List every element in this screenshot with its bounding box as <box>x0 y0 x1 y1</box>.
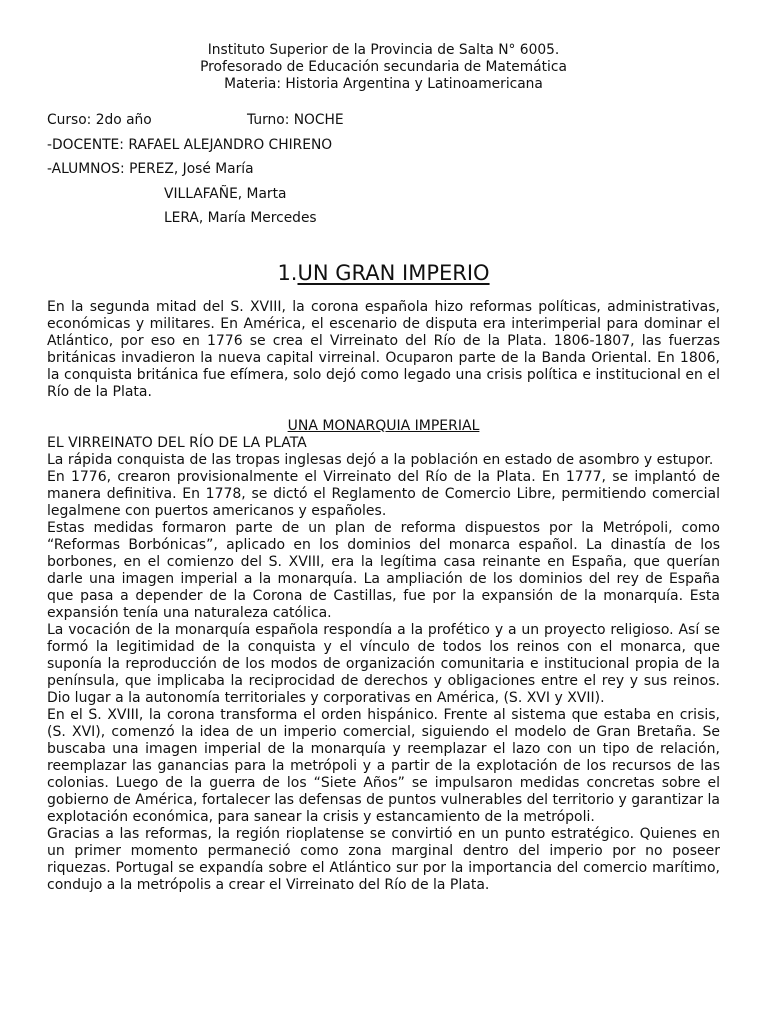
institution-header <box>47 42 720 93</box>
body-paragraph: En 1776, crearon provisionalmente el Virreinato del Río de la Plata. En 1777, se implantó de manera definitiva. En 1778, se dictó el Reglamento de Comercio Libre, permitiendo comercial legalmene con puertos americanos y españoles. <box>47 468 720 519</box>
body-paragraph: En el S. XVIII, la corona transforma el orden hispánico. Frente al sistema que estaba en crisis, (S. XVI), comenzó la idea de un imperio comercial, siguiendo el modelo de Gran Bretaña. Se buscaba una imagen imperial de la monarquía y reemplazar el lazo con un tipo de relación, reemplazar las ganancias para la metrópoli y a partir de la explotación de los recursos de las colonias. Luego de la guerra de los “Siete Años” se impulsaron medidas concretas sobre el gobierno de América, fortalecer las defensas de puntos vulnerables del territorio y garantizar la explotación económica, para sanear la crisis y estancamiento de la metrópoli. <box>47 706 720 825</box>
body-paragraph: La vocación de la monarquía española respondía a la profético y a un proyecto religioso. Así se formó la legitimidad de la conquista y el vínculo de todos los reinos con el monarca, que suponía la reproducción de los modos de organización comunitaria e institucional propia de la península, que implicaba la reciprocidad de derechos y obligaciones entre el rey y sus reinos. Dio lugar a la autonomía territoriales y corporativas en América, (S. XVI y XVII). <box>47 621 720 706</box>
course-info <box>47 108 720 231</box>
section-heading: EL VIRREINATO DEL RÍO DE LA PLATA <box>47 434 307 451</box>
page-title <box>47 259 720 287</box>
document-page <box>47 42 720 894</box>
course-label: Curso: 2do año <box>47 112 152 128</box>
header-subject: Materia: Historia Argentina y Latinoamericana <box>224 76 543 92</box>
body-paragraph: Gracias a las reformas, la región rioplatense se convirtió en un punto estratégico. Quienes en un primer momento permaneció como zona marginal dentro del imperio por no poseer riquezas. Portugal se expandía sobre el Atlántico sur por la importancia del comercio marítimo, condujo a la metrópolis a crear el Virreinato del Río de la Plata. <box>47 825 720 893</box>
shift-label: Turno: NOCHE <box>247 112 344 128</box>
header-institution: Instituto Superior de la Provincia de Salta N° 6005. <box>207 42 560 58</box>
body-text <box>47 452 720 894</box>
title-number: 1. <box>277 260 298 285</box>
body-paragraph: La rápida conquista de las tropas inglesas dejó a la población en estado de asombro y estupor. <box>47 451 714 468</box>
teacher-row: -DOCENTE: RAFAEL ALEJANDRO CHIRENO <box>47 136 333 153</box>
student-row <box>47 182 720 207</box>
body-paragraph: Estas medidas formaron parte de un plan de reforma dispuestos por la Metrópoli, como “Reformas Borbónicas”, aplicado en los dominios del monarca español. La dinastía de los borbones, en el comienzo del S. XVIII, era la legítima casa reinante en España, que querían darle una imagen imperial a la monarquía. La ampliación de los dominios del rey de España que pasa a depender de la Corona de Castillas, fue por la expansión de la monarquía. Esta expansión tenía una naturaleza católica. <box>47 519 720 621</box>
course-row <box>47 108 720 133</box>
student-name: VILLAFAÑE, Marta <box>164 185 287 202</box>
student-row <box>47 206 720 231</box>
students-row: -ALUMNOS: PEREZ, José María <box>47 161 254 177</box>
section-subheading: UNA MONARQUIA IMPERIAL <box>287 417 480 434</box>
header-program: Profesorado de Educación secundaria de Matemática <box>200 59 567 75</box>
title-text: UN GRAN IMPERIO <box>297 260 490 285</box>
intro-paragraph: En la segunda mitad del S. XVIII, la corona española hizo reformas políticas, administrativas, económicas y militares. En América, el escenario de disputa era interimperial para dominar el Atlántico, por eso en 1776 se crea el Virreinato del Río de la Plata. 1806-1807, las fuerzas británicas invadieron la nueva capital virreinal. Ocuparon parte de la Banda Oriental. En 1806, la conquista británica fue efímera, solo dejó como legado una crisis política e institucional en el Río de la Plata. <box>47 298 720 400</box>
student-name: LERA, María Mercedes <box>164 210 317 226</box>
